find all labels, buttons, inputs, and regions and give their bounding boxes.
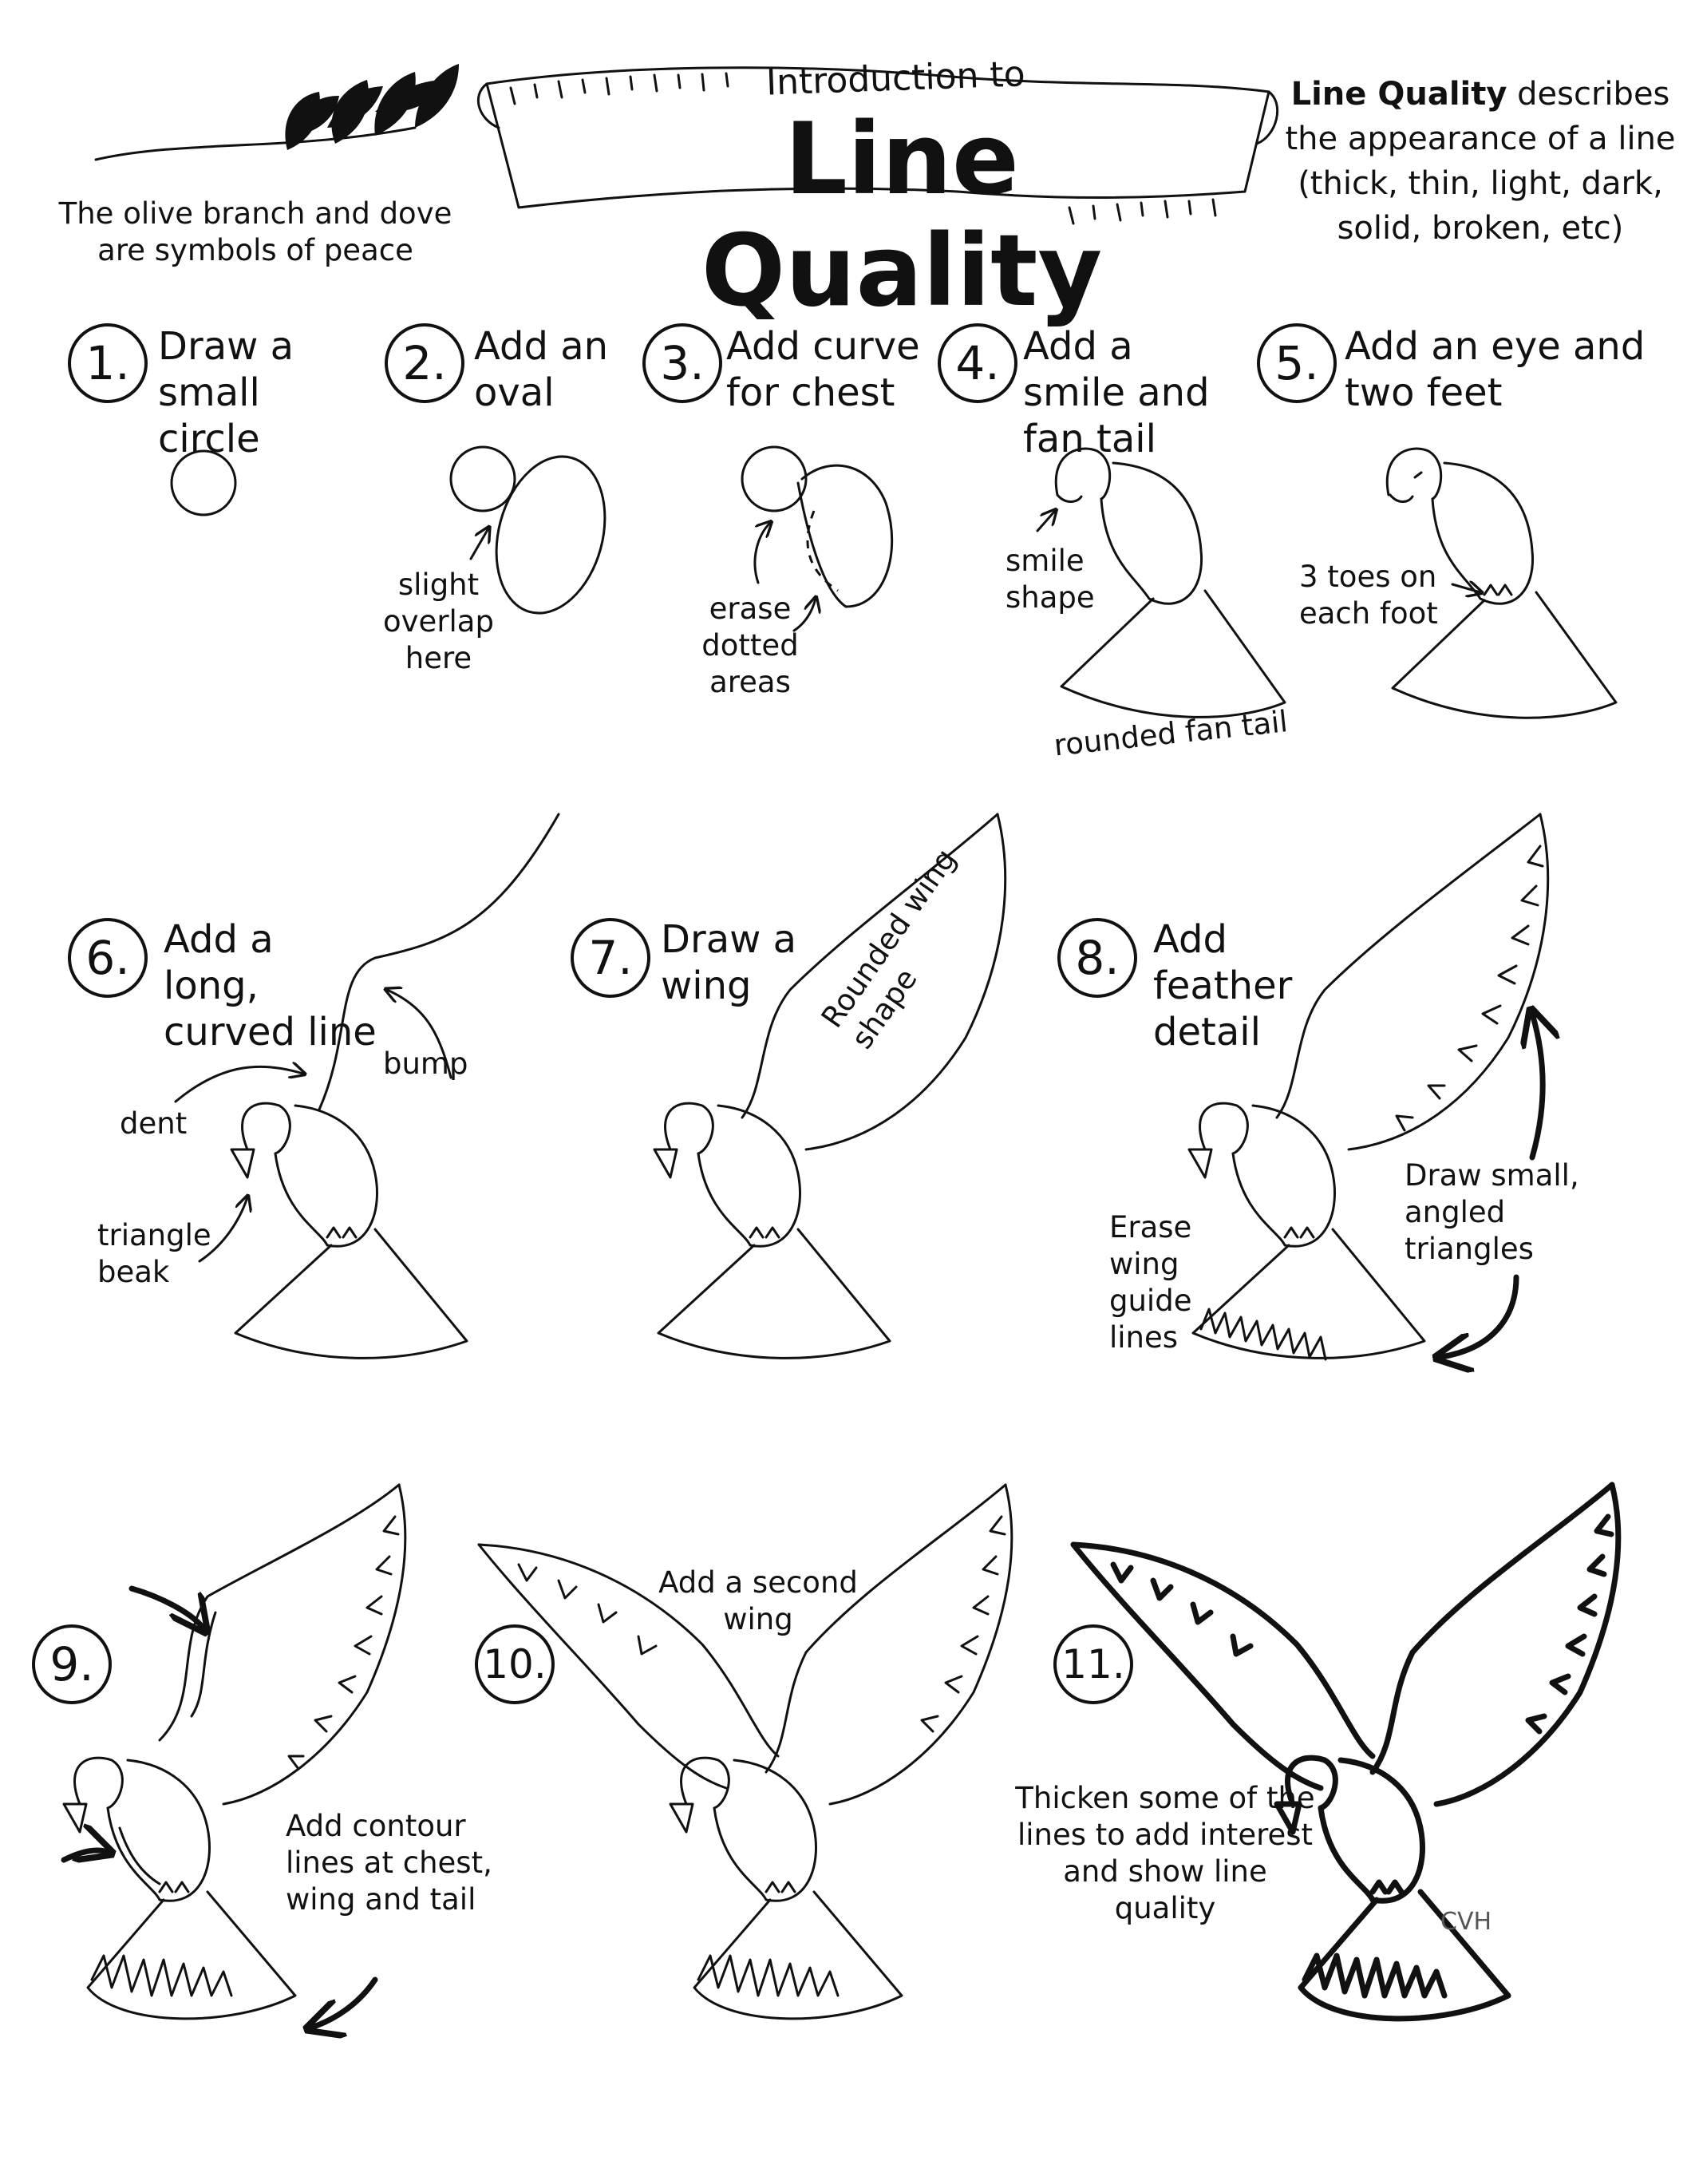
definition-term: Line Quality [1290, 76, 1507, 113]
step-number: 7. [571, 918, 650, 998]
step-number: 3. [642, 323, 722, 403]
banner-subtitle: Introduction to [765, 53, 1026, 104]
step11-drawing [1073, 1485, 1618, 2019]
definition-block [1281, 72, 1680, 251]
step-label: Draw a small circle [158, 324, 294, 461]
note-triangle-beak: triangle beak [97, 1218, 211, 1289]
step-label: Add a smile and fan tail [1023, 324, 1210, 461]
step-number: 8. [1057, 918, 1137, 998]
note-dent: dent [120, 1106, 188, 1141]
step-label: Add an eye and two feet [1345, 324, 1646, 415]
step-number: 10. [475, 1624, 555, 1704]
note-smile-shape: smile shape [1006, 544, 1095, 615]
note-thicken: Thicken some of the lines to add interest and show line quality [1015, 1781, 1315, 1925]
note-toes: 3 toes on each foot [1299, 560, 1438, 631]
step-label: Add an oval [474, 324, 609, 415]
step-number: 5. [1257, 323, 1337, 403]
note-wing-shape: Rounded wing shape [814, 842, 963, 1055]
step-label: Draw a wing [661, 917, 797, 1008]
step-number: 6. [68, 918, 148, 998]
step-number: 2. [385, 323, 464, 403]
step-label: Add a long, curved line [164, 917, 377, 1054]
step6-drawing [176, 814, 559, 1358]
note-second-wing: Add a second wing [658, 1565, 858, 1636]
note-fan-tail: rounded fan tail [1052, 704, 1290, 763]
note-contour: Add contour lines at chest, wing and tail [286, 1809, 492, 1917]
note-erase-dotted: erase dotted areas [701, 592, 799, 699]
note-small-triangles: Draw small, angled triangles [1405, 1158, 1579, 1266]
step-number: 9. [32, 1624, 112, 1704]
olive-branch-caption: The olive branch and dove are symbols of peace [58, 196, 452, 267]
step-label: Add curve for chest [726, 324, 920, 415]
step-label: Add feather detail [1153, 917, 1293, 1054]
note-overlap: slight overlap here [383, 568, 494, 675]
page-title: Line Quality [701, 102, 1103, 329]
note-bump: bump [383, 1046, 468, 1081]
step-number: 11. [1053, 1624, 1133, 1704]
step-number: 4. [938, 323, 1017, 403]
step9-drawing [64, 1485, 405, 2028]
definition-text: describes the appearance of a line (thick, thin, light, dark, solid, broken, etc) [1285, 76, 1676, 247]
olive-branch-icon [96, 64, 459, 160]
step-number: 1. [68, 323, 148, 403]
note-erase-wing-guides: Erase wing guide lines [1109, 1210, 1192, 1355]
artist-signature: CVH [1440, 1908, 1492, 1936]
